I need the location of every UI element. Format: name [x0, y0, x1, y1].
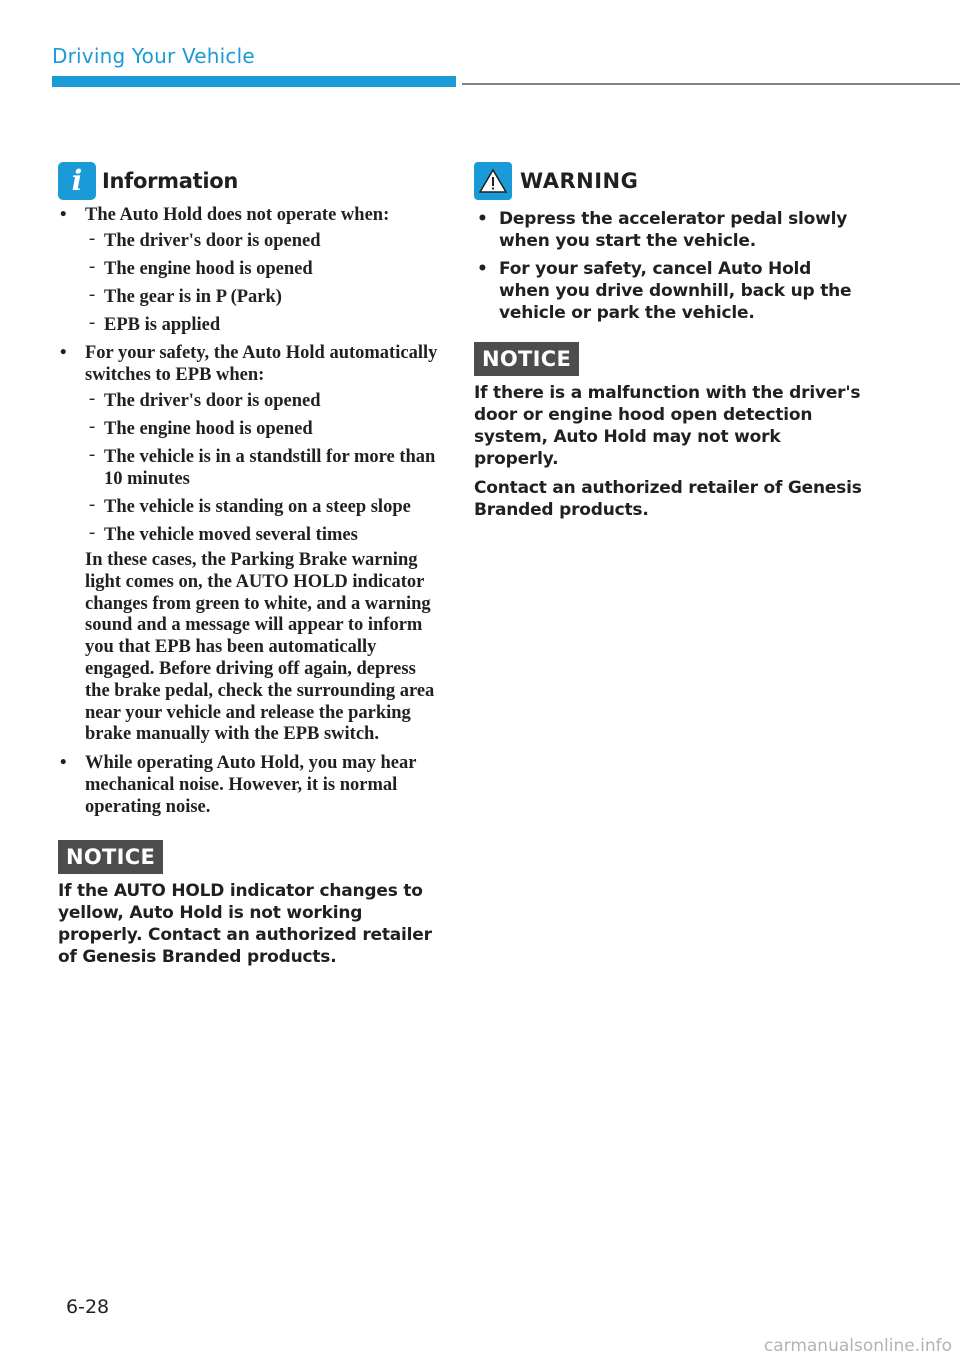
- sub-list-item: - EPB is applied: [85, 314, 438, 336]
- list-item: • Depress the accelerator pedal slowly when you start the vehicle.: [474, 208, 864, 252]
- sub-list-item: - The engine hood is opened: [85, 418, 438, 440]
- right-column: [474, 162, 864, 528]
- list-item: [58, 342, 438, 546]
- sub-list-item: - The engine hood is opened: [85, 258, 438, 280]
- warning-list: [474, 208, 864, 324]
- information-title: Information: [102, 169, 239, 193]
- information-heading: [58, 162, 438, 200]
- notice-text: If the AUTO HOLD indicator changes to yellow, Auto Hold is not working properly. Contact an authorized retailer of Genesis Branded products.: [58, 881, 432, 968]
- notice-block: [474, 342, 864, 521]
- notice-text: Contact an authorized retailer of Genesis Branded products.: [474, 478, 862, 520]
- sub-list-item: - The vehicle moved several times: [85, 524, 438, 546]
- sub-list-item: - The vehicle is standing on a steep slope: [85, 496, 438, 518]
- notice-label: NOTICE: [58, 840, 163, 874]
- list-item-text: The Auto Hold does not operate when:: [85, 205, 390, 225]
- sub-list-item: - The vehicle is in a standstill for more than 10 minutes: [85, 446, 438, 490]
- warning-heading: [474, 162, 864, 200]
- list-item: • For your safety, cancel Auto Hold when you drive downhill, back up the vehicle or park the vehicle.: [474, 258, 864, 324]
- list-item: [58, 204, 438, 336]
- watermark: carmanualsonline.info: [763, 1336, 952, 1356]
- sub-list: [85, 230, 438, 336]
- header-rule: [462, 83, 960, 85]
- sub-list-item: - The gear is in P (Park): [85, 286, 438, 308]
- list-item-text: For your safety, the Auto Hold automatically switches to EPB when:: [85, 343, 438, 385]
- list-item: • While operating Auto Hold, you may hear mechanical noise. However, it is normal operating noise.: [58, 752, 438, 818]
- warning-triangle-icon: [474, 162, 512, 200]
- information-list-continued: [58, 752, 438, 818]
- sub-list: [85, 390, 438, 546]
- section-title: Driving Your Vehicle: [52, 44, 255, 68]
- notice-block: [58, 840, 438, 968]
- page-number: 6-28: [66, 1296, 110, 1318]
- left-column: [58, 162, 438, 975]
- notice-label: NOTICE: [474, 342, 579, 376]
- notice-text: If there is a malfunction with the driver's door or engine hood open detection system, Auto Hold may not work properly.: [474, 383, 861, 469]
- warning-title: WARNING: [520, 169, 639, 193]
- information-list: [58, 204, 438, 546]
- sub-list-item: - The driver's door is opened: [85, 230, 438, 252]
- sub-list-item: - The driver's door is opened: [85, 390, 438, 412]
- header-accent-bar: [52, 76, 456, 87]
- info-i-icon: i: [58, 162, 96, 200]
- info-paragraph: In these cases, the Parking Brake warning light comes on, the AUTO HOLD indicator changes from green to white, and a warning sound and a message will appear to inform you that EPB has been automatically engaged. Before driving off again, depress the brake pedal, check the surrounding area near your vehicle and release the parking brake manually with the EPB switch.: [85, 550, 435, 745]
